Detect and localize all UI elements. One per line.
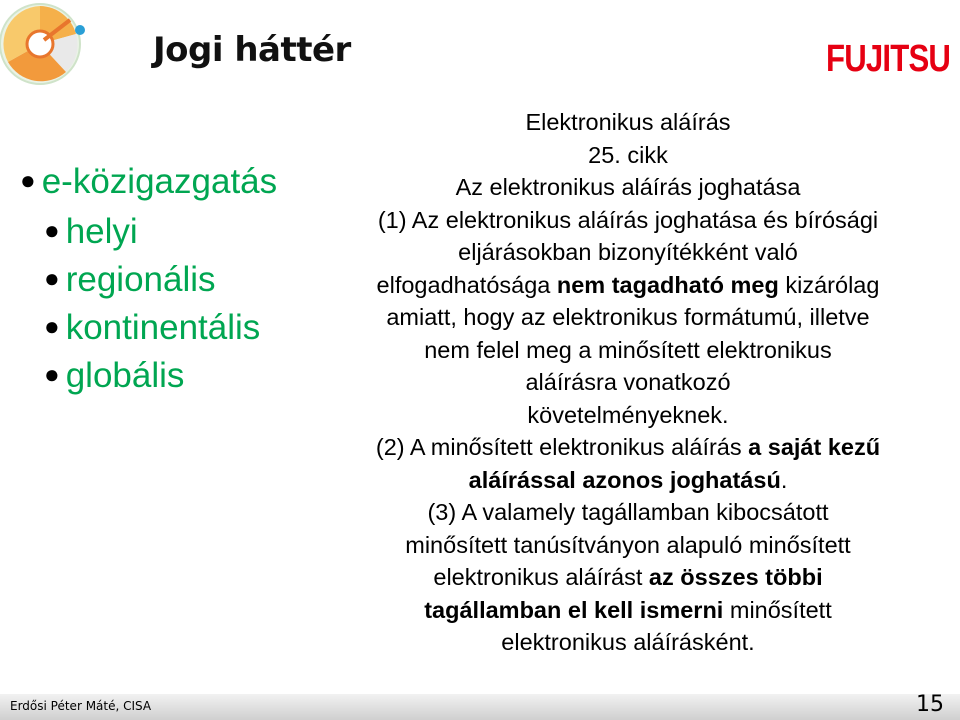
paragraph-3-line: tagállamban el kell ismerni minősített bbox=[424, 596, 832, 623]
page-number: 15 bbox=[916, 692, 944, 717]
article-number: 25. cikk bbox=[588, 141, 668, 168]
bullet-item: ● globális bbox=[44, 356, 185, 395]
article-text bbox=[296, 106, 960, 659]
paragraph-1-line: (1) Az elektronikus aláírás joghatása és bírósági bbox=[377, 206, 879, 233]
emphasis: tagállamban el kell ismerni bbox=[424, 596, 724, 623]
bullet-dot: ● bbox=[44, 311, 60, 341]
paragraph-3-line: minősített tanúsítványon alapuló minősített bbox=[405, 531, 851, 558]
page-title: Jogi háttér bbox=[153, 30, 351, 70]
paragraph-1-line: amiatt, hogy az elektronikus formátumú, illetve bbox=[386, 304, 870, 330]
paragraph-2-line: (2) A minősített elektronikus aláírás a saját kezű bbox=[375, 434, 881, 460]
emphasis: nem tagadható meg bbox=[556, 271, 779, 298]
footer-author: Erdősi Péter Máté, CISA bbox=[10, 699, 152, 713]
bullet-dot: ● bbox=[44, 215, 60, 245]
bullet-item: ● regionális bbox=[44, 260, 216, 299]
brand-name: FUJITSU bbox=[826, 38, 951, 80]
paragraph-2-line: aláírással azonos joghatású. bbox=[468, 466, 788, 493]
bullet-item: ● kontinentális bbox=[44, 308, 261, 347]
bullet-item: ● e-közigazgatás bbox=[20, 162, 278, 201]
paragraph-3-line: elektronikus aláírást az összes többi bbox=[433, 564, 823, 590]
paragraph-1-line: követelményeknek. bbox=[527, 401, 729, 428]
bullet-dot: ● bbox=[44, 359, 60, 389]
emphasis: aláírással azonos joghatású bbox=[468, 466, 781, 493]
article-title: Az elektronikus aláírás joghatása bbox=[455, 174, 801, 200]
paragraph-3-line: (3) A valamely tagállamban kibocsátott bbox=[427, 499, 829, 525]
bullet-dot: ● bbox=[20, 165, 36, 195]
article-heading: Elektronikus aláírás bbox=[525, 109, 731, 135]
bullet-item: ● helyi bbox=[44, 212, 138, 251]
paragraph-1-line: elfogadhatósága nem tagadható meg kizárólag bbox=[376, 271, 880, 298]
pie-target-icon bbox=[0, 0, 92, 92]
paragraph-1-line: aláírásra vonatkozó bbox=[525, 369, 731, 395]
emphasis: a saját kezű bbox=[748, 434, 881, 460]
footer-bar bbox=[0, 694, 960, 720]
paragraph-3-line: elektronikus aláírásként. bbox=[501, 629, 755, 655]
paragraph-1-line: eljárásokban bizonyítékként való bbox=[458, 239, 798, 265]
paragraph-1-line: nem felel meg a minősített elektronikus bbox=[424, 336, 832, 363]
emphasis: az összes többi bbox=[648, 564, 823, 590]
brand-logo bbox=[826, 24, 951, 84]
bullet-dot: ● bbox=[44, 263, 60, 293]
